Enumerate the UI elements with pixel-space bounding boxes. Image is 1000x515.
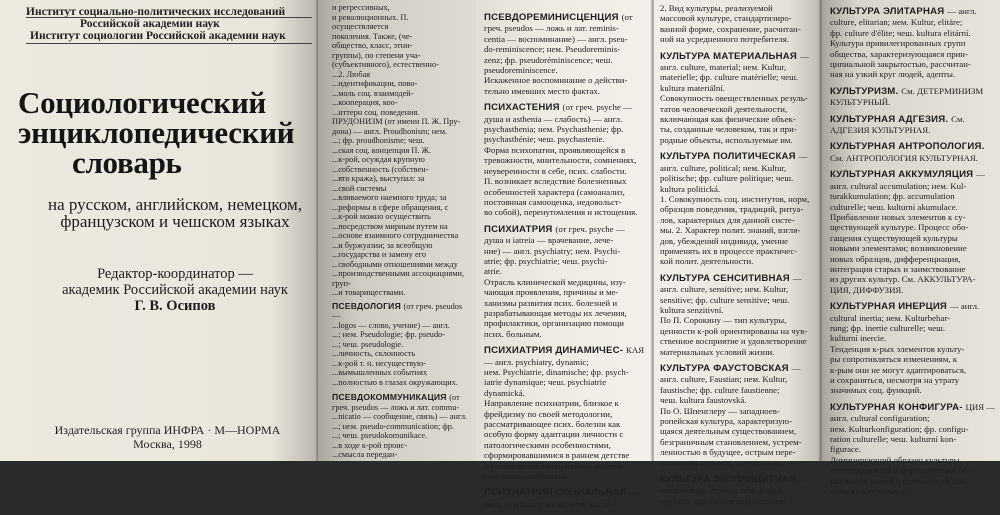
entry-text-line: — англ. cultural accumulation; нем. Kul-: [830, 169, 985, 191]
fragment-line: ...производственными ассоциациями, груп-: [332, 269, 464, 288]
entry-text-line: разрабатывающая методы их лечения,: [484, 307, 627, 318]
entry-text-line: — англ. culture, material; нем. Kultur,: [660, 50, 809, 73]
fragment-line: ...ская соц. концепция П. Ж.: [332, 145, 431, 155]
entry-text-line: чеш. kultura faustovská.: [660, 395, 747, 406]
entry-text-line: Прибавление новых элементов к су-: [830, 211, 966, 222]
entry-text-line: ханизмы развития псих. болезней и: [484, 297, 618, 308]
dictionary-entry: [830, 114, 996, 136]
fragment-line: ...вливаемого наемного труда; за: [332, 193, 447, 202]
entry-text-line: значимых соц. функций.: [830, 385, 922, 396]
entry-text-line: ...nicatio — сообщение, связь) — англ.: [332, 412, 468, 421]
editor-name: Г. В. Осипов: [134, 298, 216, 314]
entry-text-line: ному культурному ...: [830, 486, 908, 497]
dictionary-entry: [484, 487, 648, 509]
entry-text-line: ration culturelle; чеш. kulturní kon-: [830, 434, 957, 445]
entry-headword: КУЛЬТУРА ЭКСПЛИЦИТНАЯ: [660, 474, 799, 486]
entry-text-line: — англ. culture, political; нем. Kultur,: [660, 151, 808, 173]
entry-text-line: ропейская культура, характеризую-: [660, 416, 793, 427]
entry-text-line: ...вымышленных событиях: [332, 368, 428, 377]
dictionary-entry: [484, 345, 648, 481]
entry-text-line: и сохраняться, несмотря на утрату: [830, 375, 960, 385]
entry-text-line: ципиальной закрытостью, рассчитан-: [830, 59, 971, 70]
fragment-line: ...кооперация, коо-: [332, 98, 398, 107]
entry-text-line: figurace.: [830, 444, 862, 455]
dictionary-entry: [484, 224, 648, 339]
fragment-line: ...государства и замену его: [332, 250, 426, 259]
fragment-line: ...свой системы: [332, 183, 387, 193]
fragment-line: ...к-рой, осуждая крупную: [332, 155, 425, 164]
entry-text-line: гащения существующей культуры: [830, 232, 958, 243]
entry-text-line: тельно имевших место фактах.: [484, 85, 601, 96]
entry-text-line: ванной форме, сохранение, расчитан-: [660, 23, 801, 34]
entry-text-line: тревожности, мнительности, сомнениях,: [484, 155, 637, 166]
entry-text-line: фр. culture d'élite; чеш. kultura elitární.: [830, 27, 971, 38]
entry-text-line: интеграция старых и заимствование: [830, 263, 966, 274]
entry-text-line: ...; нем. pseudo-communication; фр.: [332, 421, 454, 431]
fragment-line: ...идентификации, пово-: [332, 79, 418, 88]
entry-headword: ПСЕВДОКОММУНИКАЦИЯ: [332, 392, 450, 402]
fragment-line: ...моль соц. взаимодей-: [332, 88, 414, 98]
editor-line: академик Российской академии наук: [62, 282, 288, 298]
entry-headword: КУЛЬТУРА ФАУСТОВСКАЯ: [660, 363, 792, 374]
entry-text-line: ры сопротивляться изменениям, к: [830, 354, 958, 365]
fragment-line: и революционных. П.: [332, 12, 409, 22]
title-line: энциклопедический: [18, 115, 295, 150]
entry-text-line: ленностью в будущее, острым пере-: [660, 447, 796, 458]
entry-text-line: Совокупность овеществленных резуль-: [660, 93, 808, 104]
entry-text-line: rung; фр. inertie culturelle; чеш.: [830, 322, 946, 333]
entry-text-line: См. АНТРОПОЛОГИЯ КУЛЬТУРНАЯ.: [830, 152, 978, 163]
entry-text-line: ...к-рой т. н. несуществую-: [332, 358, 426, 368]
fragment-line: ...2. Любая: [332, 69, 371, 79]
dictionary-page-3: [476, 0, 654, 509]
entry-text-line: чающая проявления, причины и ме-: [484, 287, 619, 298]
entry-text-line: ...; нем. Pseudologie; фр. pseudo-: [332, 330, 446, 339]
entry-text-line: ценности к-рой ориентированы на чув-: [660, 325, 808, 336]
entry-text-line: Культура привилегированных групп: [830, 38, 966, 49]
fragment-line: ...реформы в сфере обращения, с: [332, 202, 449, 212]
entry-text-line: explizite; фр. culture explicite; чеш.: [660, 495, 789, 506]
entry-text-line: 2. Вид культуры, реализуемой: [660, 3, 773, 13]
fragment-line: ...и буржуазии; за всеобщую: [332, 240, 433, 250]
entry-text-line: раз жизни людей и отвечающий дан-: [830, 475, 968, 486]
entry-text-line: kulturní inercie.: [830, 333, 887, 344]
entry-text-line: постоянная самооценка, недовольст-: [484, 196, 622, 207]
entry-text-line: Доминирующий образец культуры,: [830, 454, 962, 465]
publisher-year: Москва, 1998: [133, 437, 202, 451]
entry-text-line: dynamická.: [484, 387, 525, 398]
dictionary-entry: [660, 151, 816, 266]
entry-text-line: псих. больным.: [484, 328, 542, 339]
entry-text-line: kultura materiální.: [660, 82, 725, 93]
entry-text-line: интегрирующий и формирующий об-: [830, 465, 971, 476]
entry-text-line: ...смысла передан-: [332, 450, 398, 459]
entry-text-line: pseudoreminiscence.: [484, 65, 558, 76]
entry-text-line: psychasthénie; чеш. psychastenie.: [484, 134, 605, 145]
publisher-line: Издательская группа ИНФРА · М—НОРМА: [54, 423, 281, 437]
entry-text-line: щаяся деятельным существованием,: [660, 426, 797, 437]
fragment-line: ...собственность (собствен-: [332, 164, 429, 174]
entry-headword: КУЛЬТУРА ПОЛИТИЧЕСКАЯ: [660, 151, 799, 163]
title-line: Социологический: [18, 85, 266, 120]
dictionary-entry: [660, 474, 816, 506]
dictionary-entry: [484, 12, 648, 96]
entry-headword: ПСЕВДОЛОГИЯ: [332, 300, 404, 311]
entry-headword: КУЛЬТУРА ЭЛИТАРНАЯ: [830, 6, 948, 17]
entry-text-line: — англ. culture, explicit; нем. Kultur,: [660, 474, 808, 496]
entry-text-line: kultura politická.: [660, 183, 721, 194]
editor-block: [30, 266, 320, 314]
entry-text-line: ЦИЯ — англ. cultural configuration;: [830, 401, 996, 424]
entry-text-line: КАЯ — англ. psychiatry, dynamic;: [484, 345, 645, 367]
entry-headword: КУЛЬТУРНАЯ АККУМУЛЯЦИЯ: [830, 169, 977, 181]
entry-headword: ПСЕВДОРЕМИНИСЦЕНЦИЯ: [484, 12, 622, 23]
book-subtitle: [30, 196, 320, 230]
publisher-block: [20, 423, 315, 451]
entry-text-line: особую форму адаптации личности с: [484, 429, 624, 440]
fragment-line: общество, класс, этни-: [332, 41, 413, 50]
fragment-line: группы), по степени уча-: [332, 50, 421, 60]
dictionary-entry: [660, 51, 816, 146]
entry-text-line: (от греч. psyche —: [555, 223, 625, 234]
dictionary-entry: [660, 3, 816, 45]
book-title: [18, 85, 318, 180]
entry-text-line: материальных условий жизни.: [660, 346, 775, 357]
entry-text-line: Отрасль клинической медицины, изу-: [484, 276, 626, 287]
dictionary-entry: [484, 102, 648, 217]
entry-text-line: включающая как физические объек-: [660, 114, 796, 125]
fragment-line: ...основе взаимного сотрудничества: [332, 231, 459, 240]
entry-text-line: ная на узкий круг людей, адепты.: [830, 69, 956, 80]
entry-text-line: ...в ходе к-рой проис-: [332, 440, 408, 450]
entry-text-line: Тенденция к-рых элементов культу-: [830, 343, 965, 354]
entry-text-line: turakkumulation; фр. accumulation: [830, 191, 955, 202]
fragment-line: ...посредством мирным путем на: [332, 221, 448, 231]
entry-text-line: ...; чеш. pseudologie.: [332, 339, 404, 349]
entry-text-line: (от греч. pseudos —: [332, 301, 463, 320]
entry-headword: КУЛЬТУРА МАТЕРИАЛЬНАЯ: [660, 50, 800, 62]
entry-text-line: faustische; фр. culture faustienne;: [660, 384, 780, 395]
fragment-line: осуществляется: [332, 22, 389, 31]
entry-text-line: По П. Сорокину — тип культуры,: [660, 315, 787, 326]
entry-text-line: сформировавшимися в раннем детстве: [484, 450, 630, 461]
entry-text-line: — англ. culture, Faustian; нем. Kultur,: [660, 363, 801, 385]
dictionary-entry: [830, 402, 996, 497]
fragment-line: ...; фр. proudhonisme; чеш.: [332, 136, 425, 145]
entry-text-line: 1. Совокупность соц. институтов, норм,: [660, 193, 810, 204]
entry-text-line: materielle; фр. culture matérielle; чеш.: [660, 72, 799, 83]
entry-headword: КУЛЬТУРНАЯ ИНЕРЦИЯ: [830, 301, 950, 313]
entry-text-line: во собой), перенутомления и истощения.: [484, 207, 638, 218]
entry-headword: КУЛЬТУРНАЯ АДГЕЗИЯ.: [830, 113, 952, 125]
entry-text-line: ...; чеш. pseudokomunikace.: [332, 431, 428, 440]
entry-text-line: рассматривающее псих. болезни как: [484, 419, 621, 430]
entry-text-line: кой полит. деятельности.: [660, 256, 754, 267]
entry-text-line: sensitive; фр. culture sensitive; чеш.: [660, 294, 790, 305]
entry-text-line: нем. Kulturkonfiguration; фр. configu-: [830, 423, 969, 434]
entry-text-line: iatrie dynamique; чеш. psychiatrie: [484, 377, 607, 388]
entry-text-line: профилактики, организацию помощи: [484, 318, 624, 329]
entry-text-line: применять их в процессе практичес-: [660, 245, 798, 256]
divider: [26, 17, 312, 18]
entry-text-line: живанием времени, историзмом.: [660, 457, 783, 468]
entry-text-line: См. АДГЕЗИЯ КУЛЬТУРНАЯ.: [830, 113, 965, 136]
fragment-line: ...свободными отношениями между: [332, 259, 458, 269]
entry-text-line: Направление психиатрии, близкое к: [484, 398, 619, 409]
entry-text-line: atrie; фр. psychiatrie; чеш. psychi-: [484, 255, 608, 266]
dictionary-page-5: [822, 0, 1000, 497]
dictionary-entry: [830, 141, 996, 163]
editor-line: Редактор-координатор —: [97, 266, 253, 282]
entry-text-line: нем. Psychiatrie, dinamische; фр. psych-: [484, 367, 629, 377]
entry-text-line: ЦИЯ, ДИФФУЗИЯ.: [830, 284, 904, 295]
entry-text-line: ной на усредненного потребителя.: [660, 34, 790, 45]
dictionary-entry: [830, 6, 996, 80]
entry-text-line: ственное восприятие и удовлетворение: [660, 336, 807, 347]
fragment-line: ПРУДОНИЗМ (от имени П. Ж. Пру-: [332, 117, 461, 126]
entry-text-line: ...logos — слово, учение) — англ.: [332, 320, 450, 330]
entry-text-line: безграничным становлением, устрем-: [660, 436, 802, 447]
entry-headword: КУЛЬТУРИЗМ.: [830, 85, 902, 97]
entry-text-line: татов человеческой деятельности,: [660, 103, 788, 114]
text-column: [830, 6, 996, 502]
entry-text-line: семейных отношений.: [484, 471, 568, 482]
entry-text-line: неуверенности в себе, псих. слабости.: [484, 165, 627, 176]
dictionary-entry: [660, 273, 816, 357]
fragment-line: ...к-рой можно осуществить: [332, 212, 431, 221]
entry-text-line: душа и iatreia — врачевание, лече-: [484, 235, 614, 246]
institution-line: Российской академии наук: [80, 18, 220, 30]
entry-headword: ПСИХИАТРИЯ ДИНАМИЧЕС-: [484, 345, 626, 357]
institution-line: Институт социологии Российской академии наук: [30, 30, 286, 42]
entry-text-line: atrie.: [484, 266, 502, 277]
entry-text-line: фрейдизму по своей методологии,: [484, 408, 613, 419]
fragment-line: поколения. Также, (че-: [332, 31, 413, 41]
subtitle-line: на русском, английском, немецком,: [47, 195, 303, 214]
entry-text-line: См. ДЕТЕРМИНИЗМ КУЛЬТУРНЫЙ.: [830, 85, 984, 108]
entry-text-line: politische; фр. culture politique; чеш.: [660, 173, 794, 184]
title-page: [0, 0, 318, 461]
entry-text-line: ществующей культуре. Процесс обо-: [830, 222, 969, 233]
entry-text-line: zenz; фр. pseudoréminiscence; чеш.: [484, 54, 613, 65]
entry-text-line: kultura senzitivní.: [660, 304, 724, 315]
entry-text-line: патологическими особенностями,: [484, 439, 611, 450]
entry-text-line: ние) — англ. psychiatry; нем. Psychi-: [484, 245, 621, 256]
entry-text-line: ...полностью в глазах окружающих.: [332, 377, 458, 387]
entry-text-line: к-рым они не могут адаптироваться,: [830, 364, 967, 375]
entry-text-line: Искаженное воспоминание о действи-: [484, 75, 628, 86]
text-column: [484, 12, 648, 515]
entry-text-line: дов, убеждений индивида, умение: [660, 235, 789, 246]
entry-text-line: родные объекты, используемые им.: [660, 134, 793, 145]
entry-text-line: Форма психопатии, проявляющейся в: [484, 144, 626, 155]
entry-text-line: — англ. culture, elitarian; нем. Kultur, elitäre;: [830, 6, 977, 28]
entry-text-line: — англ. cultural inertia; нем. Kulturbehar-: [830, 301, 980, 323]
entry-headword: КУЛЬТУРНАЯ КОНФИГУРА-: [830, 401, 966, 413]
entry-headword: ПСИХИАТРИЯ СОЦИАЛЬНАЯ: [484, 487, 630, 499]
fragment-line: ...нттерн соц. поведения.: [332, 107, 420, 117]
dictionary-entry: [830, 86, 996, 108]
entry-headword: КУЛЬТУРА СЕНСИТИВНАЯ: [660, 272, 793, 284]
entry-headword: ПСИХИАТРИЯ: [484, 223, 556, 235]
entry-text-line: массовой культуре, стандартизиро-: [660, 13, 792, 24]
dictionary-entry: [332, 302, 470, 388]
fragment-line: ...и товариществами.: [332, 288, 406, 297]
dictionary-page-left-partial: [318, 0, 476, 461]
entry-text-line: — англ. psychiatry, social; нем. Sozial-: [484, 487, 639, 509]
divider: [26, 43, 312, 44]
entry-text-line: do-reminiscence; нем. Pseudoreminis-: [484, 44, 621, 55]
entry-text-line: centia — воспоминание) — англ. pseu-: [484, 33, 628, 44]
subtitle-line: французском и чешском языках: [60, 212, 290, 231]
entry-text-line: По О. Шпенглеру — западноев-: [660, 405, 780, 416]
entry-text-line: особенностей характера (самоанализ,: [484, 186, 625, 197]
entry-text-line: образцов поведения, традиций, ритуа-: [660, 204, 804, 215]
entry-text-line: мы. 2. Характер полит. знаний, взгля-: [660, 225, 801, 236]
institution-line: Институт социально-политических исследований: [26, 6, 286, 18]
entry-text-line: (от греч. psyche —: [562, 102, 632, 113]
entry-text-line: (от греч. pseudos — ложь и лат. reminis-: [484, 12, 633, 34]
entry-text-line: ...личность, склонность: [332, 349, 416, 358]
entry-text-line: новыми элементами; возникновение: [830, 243, 967, 254]
entry-text-line: в условиях неблагоприятных внутри-: [484, 460, 625, 471]
entry-headword: КУЛЬТУРНАЯ АНТРОПОЛОГИЯ.: [830, 141, 985, 153]
entry-text-line: общества, характеризующаяся прин-: [830, 48, 968, 59]
entry-text-line: душа и asthenia — слабость) — англ.: [484, 113, 623, 124]
dictionary-entry: [830, 301, 996, 396]
entry-text-line: из других культур. См. АККУЛЬТУРА-: [830, 274, 976, 285]
fragment-line: ...вто кража), выступал: за: [332, 174, 425, 183]
dictionary-entry: [660, 363, 816, 468]
entry-text-line: psychasthenia; нем. Psychasthenie; фр.: [484, 124, 624, 135]
entry-text-line: culturelle; чеш. kulturní akumulace.: [830, 201, 958, 212]
dictionary-page-4: [654, 0, 822, 506]
dictionary-entry: [830, 169, 996, 295]
fragment-line: и регрессивных,: [332, 3, 390, 12]
dictionary-entry: [332, 393, 470, 460]
entry-text-line: — англ. culture, sensitive; нем. Kultur,: [660, 272, 802, 295]
entry-headword: ПСИХАСТЕНИЯ: [484, 102, 563, 114]
entry-text-line: новых образцов, дифференциация,: [830, 253, 961, 264]
fragment-line: (субъективного), естественно-: [332, 60, 439, 69]
entry-text-line: П. возникает вследствие болезненных: [484, 176, 627, 187]
entry-text-line: (от греч. pseudos — ложь и лат. commu-: [332, 393, 460, 412]
entry-text-line: лов, характерных для данной систе-: [660, 214, 795, 225]
text-column: [660, 3, 816, 512]
text-column: [332, 3, 470, 466]
title-line: словарь: [72, 145, 182, 180]
entry-text-line: ты, созданные человеком, так и при-: [660, 124, 797, 135]
fragment-line: дона) — англ. Proudhonism; нем.: [332, 126, 448, 136]
